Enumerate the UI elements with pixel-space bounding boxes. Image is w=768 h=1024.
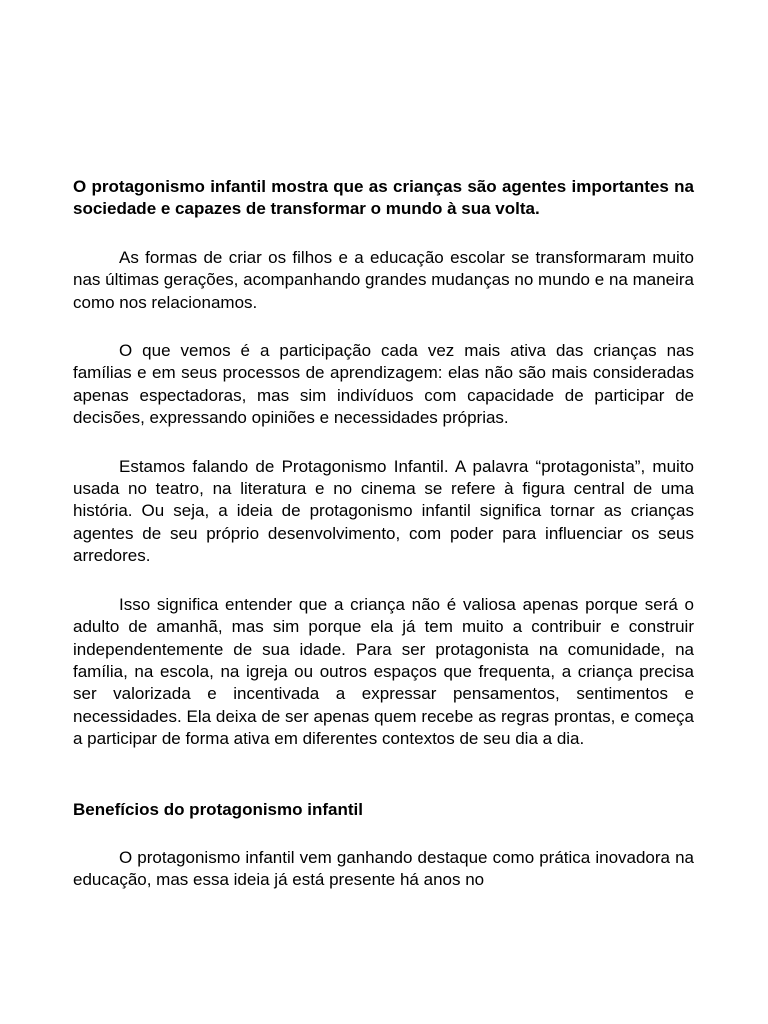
body-paragraph-2: O que vemos é a participação cada vez mais ativa das crianças nas famílias e em seus processos de aprendizagem: elas não são mais consideradas apenas espectadoras, mas sim indivíduos com capacidade de participar de decisões, expressando opiniões e necessidades próprias.: [73, 341, 694, 428]
body-paragraph-1: As formas de criar os filhos e a educação escolar se transformaram muito nas últimas gerações, acompanhando grandes mudanças no mundo e na maneira como nos relacionamos.: [73, 247, 694, 312]
lead-paragraph: O protagonismo infantil mostra que as crianças são agentes importantes na sociedade e capazes de transformar o mundo à sua volta.: [73, 177, 694, 219]
document-page: [73, 176, 694, 892]
body-paragraph-4: Isso significa entender que a criança não é valiosa apenas porque será o adulto de amanhã, mas sim porque ela já tem muito a contribuir e construir independentemente de sua idade. Para ser protagonista na comunidade, na família, na escola, na igreja ou outros espaços que frequenta, a criança precisa ser valorizada e incentivada a expressar pensamentos, sentimentos e necessidades. Ela deixa de ser apenas quem recebe as regras prontas, e começa a participar de forma ativa em diferentes contextos de seu dia a dia.: [73, 594, 694, 749]
section-heading: Benefícios do protagonismo infantil: [73, 799, 363, 819]
section-paragraph: O protagonismo infantil vem ganhando destaque como prática inovadora na educação, mas essa ideia já está presente há anos no: [73, 847, 694, 890]
body-paragraph-3: Estamos falando de Protagonismo Infantil. A palavra “protagonista”, muito usada no teatro, na literatura e no cinema se refere à figura central de uma história. Ou seja, a ideia de protagonismo infantil significa tornar as crianças agentes de seu próprio desenvolvimento, com poder para influenciar os seus arredores.: [73, 456, 694, 566]
